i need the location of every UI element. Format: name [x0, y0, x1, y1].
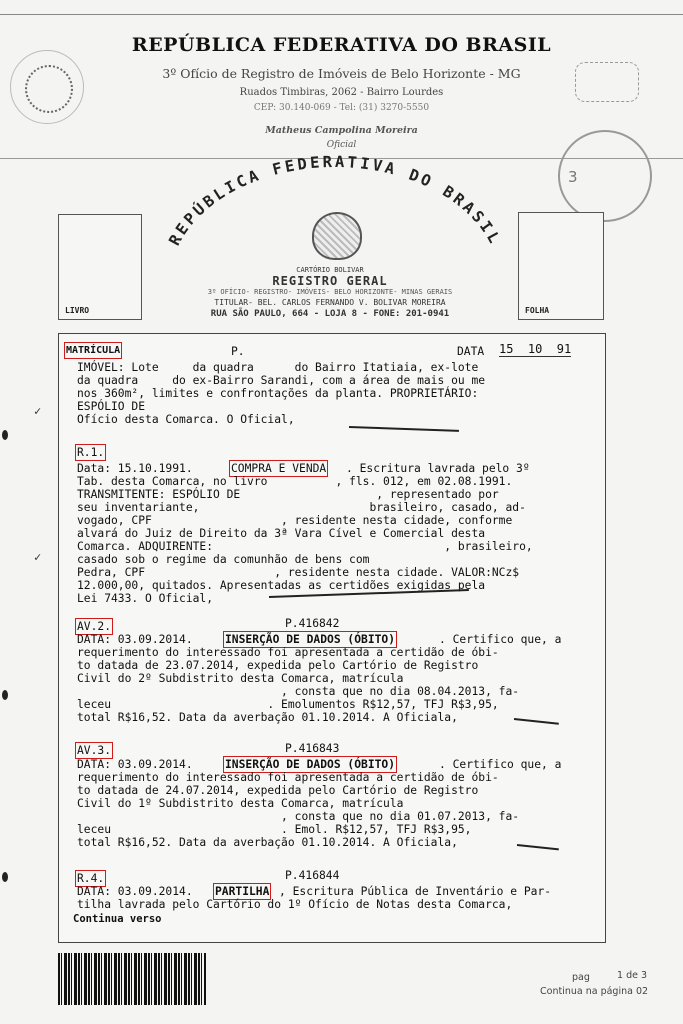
- r1-line: Tab. desta Comarca, no livro , fls. 012, em 02.08.1991.: [77, 475, 513, 488]
- stamp-line-5: RUA SÃO PAULO, 664 - LOJA 8 - FONE: 201-0941: [210, 309, 450, 319]
- stamp-number: 3: [568, 168, 578, 186]
- av2-label: AV.2.: [77, 620, 112, 633]
- av3-protocol: P.416843: [285, 742, 340, 755]
- r4-date: DATA: 03.09.2014.: [77, 885, 193, 898]
- r4-tag: PARTILHA: [215, 885, 270, 898]
- stamp-line-3: 3º OFÍCIO- REGISTRO- IMÓVEIS- BELO HORIZONTE- MINAS GERAIS: [207, 288, 453, 296]
- r1-line: 12.000,00, quitados. Apresentadas as certidões exigidas pela: [77, 579, 486, 592]
- av2-line: , consta que no dia 08.04.2013, fa-: [77, 685, 520, 698]
- header-office: 3º Ofício de Registro de Imóveis de Belo Horizonte - MG: [162, 66, 521, 81]
- livro-label: LIVRO: [65, 306, 90, 315]
- av3-first-rest: . Certifico que, a: [439, 758, 562, 771]
- r1-label: R.1.: [77, 446, 105, 459]
- stamp-line-1: CARTÓRIO BOLIVAR: [296, 266, 364, 274]
- oficial-signature: [349, 426, 459, 432]
- continua-verso: Continua verso: [73, 913, 162, 925]
- punch-hole-icon: [2, 872, 8, 882]
- oficiala-signature: [517, 844, 559, 850]
- r1-line: vogado, CPF , residente nesta cidade, conforme: [77, 514, 513, 527]
- r1-date: Data: 15.10.1991.: [77, 462, 193, 475]
- r1-line: Lei 7433. O Oficial,: [77, 592, 214, 605]
- stamp-line-4: TITULAR- BEL. CARLOS FERNANDO V. BOLIVAR MOREIRA: [214, 298, 446, 307]
- r4-first-rest: , Escritura Pública de Inventário e Par-: [279, 885, 552, 898]
- av2-date: DATA: 03.09.2014.: [77, 633, 193, 646]
- matricula-line: da quadra do ex-Bairro Sarandi, com a área de mais ou me: [77, 374, 486, 387]
- r4-label: R.4.: [77, 872, 105, 885]
- punch-hole-icon: [2, 430, 8, 440]
- av2-line: to datada de 23.07.2014, expedida pelo Cartório de Registro: [77, 659, 479, 672]
- header-contact: CEP: 30.140-069 - Tel: (31) 3270-5550: [253, 103, 430, 113]
- matricula-line: IMÓVEL: Lote da quadra do Bairro Itatiaia, ex-lote: [77, 361, 479, 374]
- r1-line: Pedra, CPF , residente nesta cidade. VALOR:NCz$: [77, 566, 520, 579]
- barcode-icon: [58, 953, 206, 1005]
- matricula-line: nos 360m², limites e confrontações da planta. PROPRIETÁRIO:: [77, 387, 479, 400]
- av3-date: DATA: 03.09.2014.: [77, 758, 193, 771]
- stamp-arc-text: REPÚBLICA FEDERATIVA DO BRASIL: [165, 152, 505, 249]
- av2-first-rest: . Certifico que, a: [439, 633, 562, 646]
- page-label: pag: [572, 972, 590, 983]
- r1-line: seu inventariante, brasileiro, casado, ad-: [77, 501, 526, 514]
- punch-hole-icon: [2, 690, 8, 700]
- r4-line: tilha lavrada pelo Cartório do 1º Ofício de Notas desta Comarca,: [77, 898, 513, 911]
- header-title: REPÚBLICA FEDERATIVA DO BRASIL: [131, 34, 552, 56]
- av2-line: leceu . Emolumentos R$12,57, TFJ R$3,95,: [77, 698, 499, 711]
- av3-line: requerimento do interessado foi apresentada a certidão de óbi-: [77, 771, 499, 784]
- av2-line: requerimento do interessado foi apresentada a certidão de óbi-: [77, 646, 499, 659]
- margin-tick-icon: ✓: [34, 404, 42, 418]
- r1-tag: COMPRA E VENDA: [231, 462, 327, 475]
- r4-protocol: P.416844: [285, 869, 340, 882]
- av2-tag: INSERÇÃO DE DADOS (ÓBITO): [225, 633, 396, 646]
- officer-role: Oficial: [326, 140, 357, 150]
- r1-line: TRANSMITENTE: ESPÓLIO DE , representado por: [77, 488, 499, 501]
- page-count: 1 de 3: [617, 970, 648, 981]
- r1-line: Comarca. ADQUIRENTE: , brasileiro,: [77, 540, 533, 553]
- av3-tag: INSERÇÃO DE DADOS (ÓBITO): [225, 758, 396, 771]
- av3-line: Civil do 1º Subdistrito desta Comarca, matrícula: [77, 797, 404, 810]
- av2-protocol: P.416842: [285, 617, 340, 630]
- header-address: Ruados Timbiras, 2062 - Bairro Lourdes: [239, 87, 444, 98]
- oficiala-signature: [514, 718, 559, 725]
- av2-line: Civil do 2º Subdistrito desta Comarca, matrícula: [77, 672, 404, 685]
- av2-line: total R$16,52. Data da averbação 01.10.2014. A Oficiala,: [77, 711, 458, 724]
- officer-name: Matheus Campolina Moreira: [265, 125, 418, 136]
- margin-tick-icon: ✓: [34, 550, 42, 564]
- folha-label: FOLHA: [525, 306, 550, 315]
- av3-line: total R$16,52. Data da averbação 01.10.2014. A Oficiala,: [77, 836, 458, 849]
- date-label: DATA: [457, 345, 485, 358]
- coat-of-arms-emblem-icon: [312, 212, 362, 260]
- continue-note: Continua na página 02: [540, 986, 649, 997]
- av3-line: leceu . Emol. R$12,57, TFJ R$3,95,: [77, 823, 472, 836]
- date-value: 15 10 91: [499, 342, 572, 356]
- av3-label: AV.3.: [77, 744, 112, 757]
- matricula-label: MATRÍCULA: [66, 345, 121, 356]
- r1-first-rest: . Escritura lavrada pelo 3º: [346, 462, 530, 475]
- stamp-line-2: REGISTRO GERAL: [272, 274, 388, 288]
- matricula-line: ESPÓLIO DE: [77, 400, 146, 413]
- p-label: P.: [231, 345, 245, 358]
- matricula-line: Ofício desta Comarca. O Oficial,: [77, 413, 295, 426]
- av3-line: to datada de 24.07.2014, expedida pelo Cartório de Registro: [77, 784, 479, 797]
- r1-line: alvará do Juiz de Direito da 3ª Vara Cível e Comercial desta: [77, 527, 486, 540]
- r1-line: casado sob o regime da comunhão de bens com: [77, 553, 370, 566]
- registration-record: [58, 333, 606, 943]
- av3-line: , consta que no dia 01.07.2013, fa-: [77, 810, 520, 823]
